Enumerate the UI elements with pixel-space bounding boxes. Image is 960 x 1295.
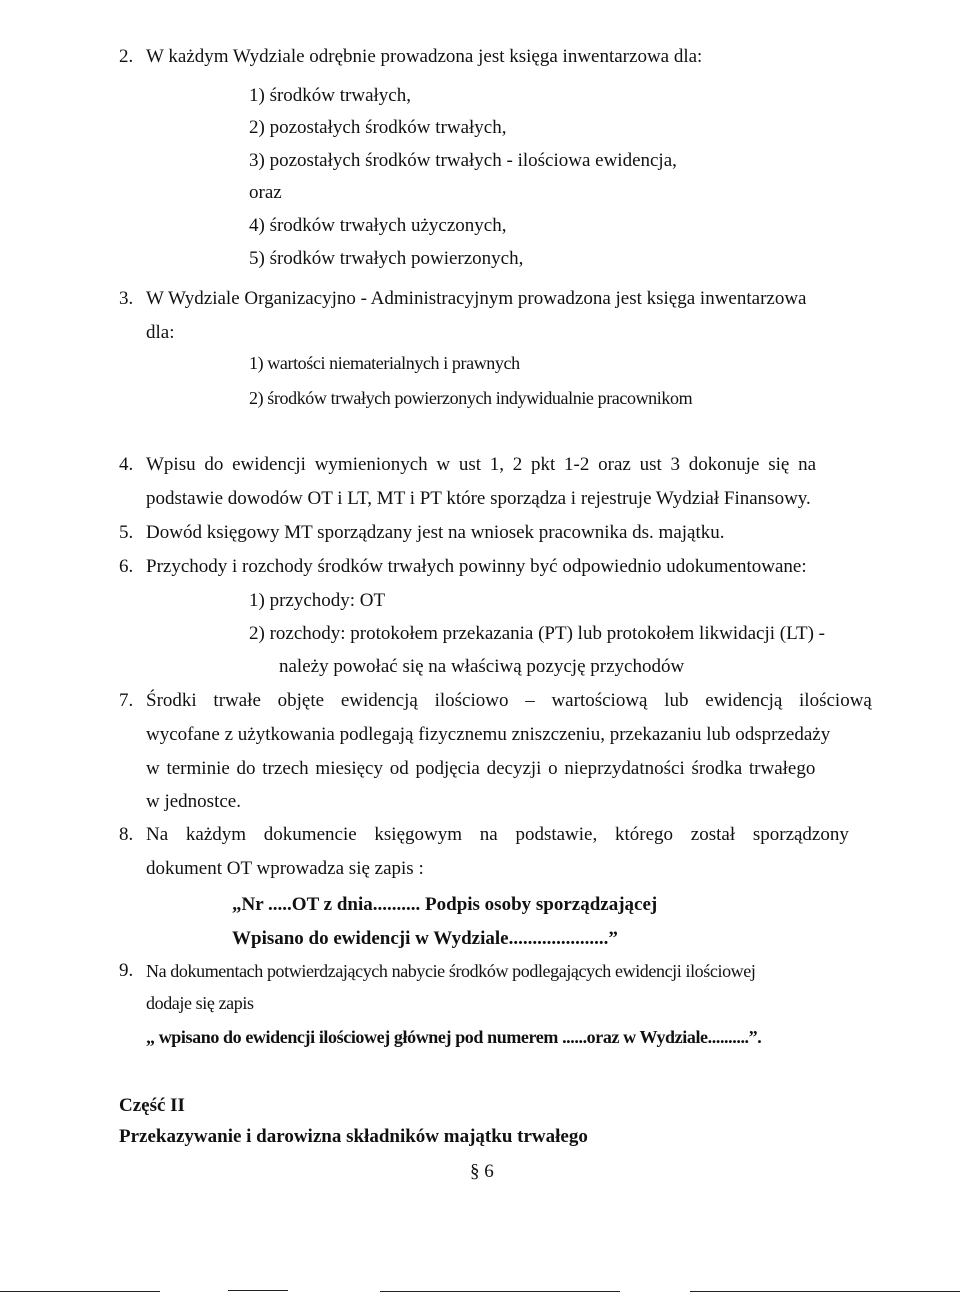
item-3-line-2: dla:: [146, 322, 175, 343]
item-2-sub-5: 5) środków trwałych powierzonych,: [249, 248, 524, 269]
part-label: Część II: [119, 1095, 185, 1116]
item-5-number: 5.: [119, 522, 134, 543]
item-7-number: 7.: [119, 690, 134, 711]
item-8-number: 8.: [119, 824, 134, 845]
item-6-text: Przychody i rozchody środków trwałych powinny być odpowiednio udokumentowane:: [146, 556, 807, 577]
item-9-quote: „ wpisano do ewidencji ilościowej głównej pod numerem ......oraz w Wydziale..........”.: [146, 1027, 762, 1047]
item-6-number: 6.: [119, 556, 134, 577]
item-8-line-1: Na każdym dokumencie księgowym na podstawie, którego został sporządzony: [146, 824, 849, 845]
part-title: Przekazywanie i darowizna składników majątku trwałego: [119, 1126, 588, 1147]
item-3-line-1: W Wydziale Organizacyjno - Administracyjnym prowadzona jest księga inwentarzowa: [146, 288, 807, 309]
item-2-sub-2: 2) pozostałych środków trwałych,: [249, 117, 507, 138]
item-4-line-1-text: Wpisu do ewidencji wymienionych w ust 1, 2 pkt 1-2 oraz ust 3 dokonuje się na: [146, 454, 817, 475]
item-3-sub-2: 2) środków trwałych powierzonych indywidualnie pracownikom: [249, 388, 693, 408]
item-4-line-1: [146, 453, 856, 477]
item-9-line-1: Na dokumentach potwierdzających nabycie środków podlegających ewidencji ilościowej: [146, 961, 756, 981]
scan-edge-line: [380, 1291, 620, 1292]
scan-edge-line: [690, 1291, 960, 1292]
item-7-line-3: w terminie do trzech miesięcy od podjęcia decyzji o nieprzydatności środka trwałego: [146, 758, 816, 779]
item-7-line-4: w jednostce.: [146, 791, 241, 812]
item-2-sub-4: 4) środków trwałych użyczonych,: [249, 215, 507, 236]
item-8-line-2: dokument OT wprowadza się zapis :: [146, 858, 424, 879]
item-2-number: 2.: [119, 46, 134, 67]
item-8-quote-line-1: „Nr .....OT z dnia.......... Podpis osoby sporządzającej: [232, 894, 658, 915]
item-4-line-2: podstawie dowodów OT i LT, MT i PT które sporządza i rejestruje Wydział Finansowy.: [146, 488, 811, 509]
item-9-line-2: dodaje się zapis: [146, 993, 254, 1013]
item-7-line-1: Środki trwałe objęte ewidencją ilościowo – wartościową lub ewidencją ilościową: [146, 690, 872, 711]
item-2-oraz: oraz: [249, 182, 282, 203]
item-6-sub-2a: 2) rozchody: protokołem przekazania (PT) lub protokołem likwidacji (LT) -: [249, 623, 825, 644]
item-2-text: W każdym Wydziale odrębnie prowadzona jest księga inwentarzowa dla:: [146, 46, 703, 67]
item-2-sub-3: 3) pozostałych środków trwałych - ilościowa ewidencja,: [249, 150, 677, 171]
item-9-number: 9.: [119, 960, 134, 981]
scan-edge-line: [0, 1291, 160, 1292]
item-6-sub-1: 1) przychody: OT: [249, 590, 386, 611]
item-2-sub-1: 1) środków trwałych,: [249, 85, 411, 106]
item-6-sub-2b: należy powołać się na właściwą pozycję przychodów: [279, 656, 685, 677]
item-8-quote-line-2: Wpisano do ewidencji w Wydziale.....................”: [232, 928, 618, 949]
section-number: § 6: [470, 1161, 494, 1182]
item-3-number: 3.: [119, 288, 134, 309]
item-5-text: Dowód księgowy MT sporządzany jest na wniosek pracownika ds. majątku.: [146, 522, 725, 543]
item-4-number: 4.: [119, 454, 134, 475]
scan-edge-line: [228, 1290, 288, 1291]
item-3-sub-1: 1) wartości niematerialnych i prawnych: [249, 353, 520, 373]
item-7-line-2: wycofane z użytkowania podlegają fizycznemu zniszczeniu, przekazaniu lub odsprzedaży: [146, 724, 831, 745]
